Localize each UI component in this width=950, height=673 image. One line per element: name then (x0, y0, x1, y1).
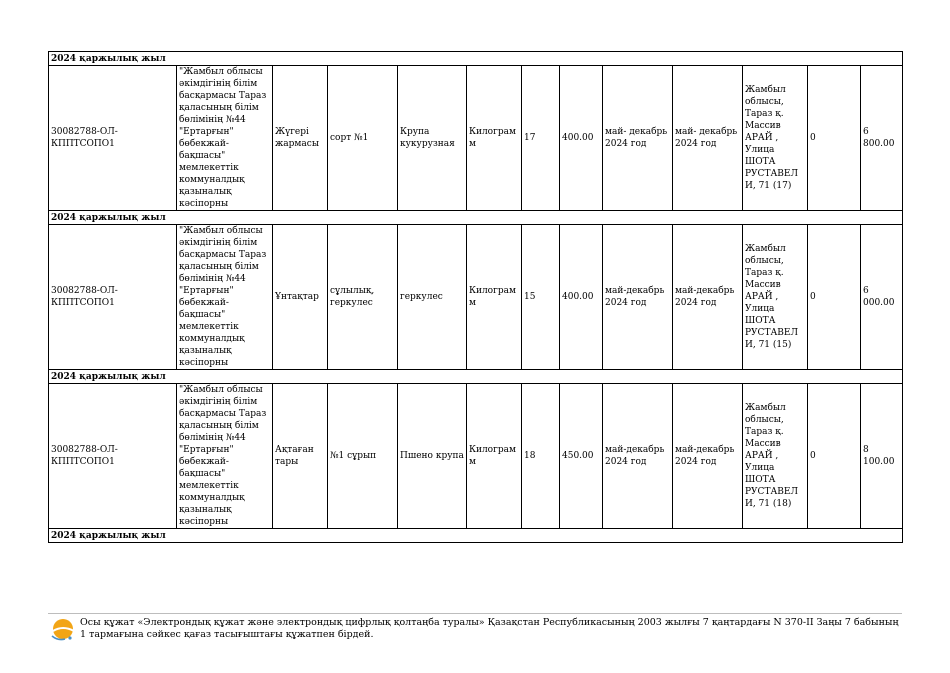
total-sum: 6 800.00 (861, 66, 903, 211)
delivery-period-2: май-декабрь 2024 год (673, 225, 743, 370)
total-sum: 6 000.00 (861, 225, 903, 370)
item-name-ru: Пшено крупа (398, 384, 467, 529)
item-characteristic: №1 сұрып (328, 384, 398, 529)
year-row (49, 52, 903, 66)
quantity: 18 (522, 384, 560, 529)
delivery-period-2: май-декабрь 2024 год (673, 384, 743, 529)
year-label: 2024 қаржылық жыл (49, 211, 903, 225)
item-name-ru: геркулес (398, 225, 467, 370)
delivery-address: Жамбыл облысы, Тараз қ. Массив АРАЙ , Улица ШОТА РУСТАВЕЛИ, 71 (18) (743, 384, 808, 529)
item-characteristic: сұлылық, геркулес (328, 225, 398, 370)
item-name-kz: Ақтаған тары (273, 384, 328, 529)
advance-payment: 0 (808, 225, 861, 370)
footer-legal-notice: Осы құжат «Электрондық құжат және электрондық цифрлық қолтаңба туралы» Қазақстан Республикасының 2003 жылғы 7 қаңтардағы N 370-II Заңы 7 бабының 1 тармағына сәйкес қағаз тасығыштағы құжатпен бірдей. (80, 617, 899, 640)
delivery-address: Жамбыл облысы, Тараз қ. Массив АРАЙ , Улица ШОТА РУСТАВЕЛИ, 71 (15) (743, 225, 808, 370)
year-label: 2024 қаржылық жыл (49, 370, 903, 384)
item-name-kz: Жүгері жармасы (273, 66, 328, 211)
plan-code: 30082788-ОЛ-КППТСОПО1 (49, 384, 177, 529)
unit-price: 450.00 (560, 384, 603, 529)
item-name-ru: Крупа кукурузная (398, 66, 467, 211)
table-row (49, 225, 903, 370)
year-label: 2024 қаржылық жыл (49, 52, 903, 66)
delivery-period: май-декабрь 2024 год (603, 225, 673, 370)
advance-payment: 0 (808, 384, 861, 529)
unit: Килограмм (467, 66, 522, 211)
plan-code: 30082788-ОЛ-КППТСОПО1 (49, 225, 177, 370)
delivery-period: май- декабрь 2024 год (603, 66, 673, 211)
egov-logo-icon (50, 617, 78, 643)
quantity: 15 (522, 225, 560, 370)
year-row (49, 370, 903, 384)
advance-payment: 0 (808, 66, 861, 211)
footer-divider (48, 613, 902, 614)
item-name-kz: Ұнтақтар (273, 225, 328, 370)
quantity: 17 (522, 66, 560, 211)
year-label: 2024 қаржылық жыл (49, 529, 903, 543)
procurement-plan-table (48, 51, 903, 543)
unit-price: 400.00 (560, 66, 603, 211)
unit: Килограмм (467, 384, 522, 529)
customer-name: "Жамбыл облысы әкімдігінің білім басқармасы Тараз қаласының білім бөлімінің №44 "Ертарғын" бөбекжай-бақшасы" мемлекеттік коммуналдық қазыналық кәсіпорны (177, 384, 273, 529)
customer-name: "Жамбыл облысы әкімдігінің білім басқармасы Тараз қаласының білім бөлімінің №44 "Ертарғын" бөбекжай-бақшасы" мемлекеттік коммуналдық қазыналық кәсіпорны (177, 225, 273, 370)
delivery-period-2: май- декабрь 2024 год (673, 66, 743, 211)
year-row (49, 211, 903, 225)
delivery-address: Жамбыл облысы, Тараз қ. Массив АРАЙ , Улица ШОТА РУСТАВЕЛИ, 71 (17) (743, 66, 808, 211)
table-row (49, 384, 903, 529)
delivery-period: май-декабрь 2024 год (603, 384, 673, 529)
plan-code: 30082788-ОЛ-КППТСОПО1 (49, 66, 177, 211)
year-row (49, 529, 903, 543)
total-sum: 8 100.00 (861, 384, 903, 529)
table-row (49, 66, 903, 211)
unit: Килограмм (467, 225, 522, 370)
customer-name: "Жамбыл облысы әкімдігінің білім басқармасы Тараз қаласының білім бөлімінің №44 "Ертарғын" бөбекжай-бақшасы" мемлекеттік коммуналдық қазыналық кәсіпорны (177, 66, 273, 211)
unit-price: 400.00 (560, 225, 603, 370)
item-characteristic: сорт №1 (328, 66, 398, 211)
